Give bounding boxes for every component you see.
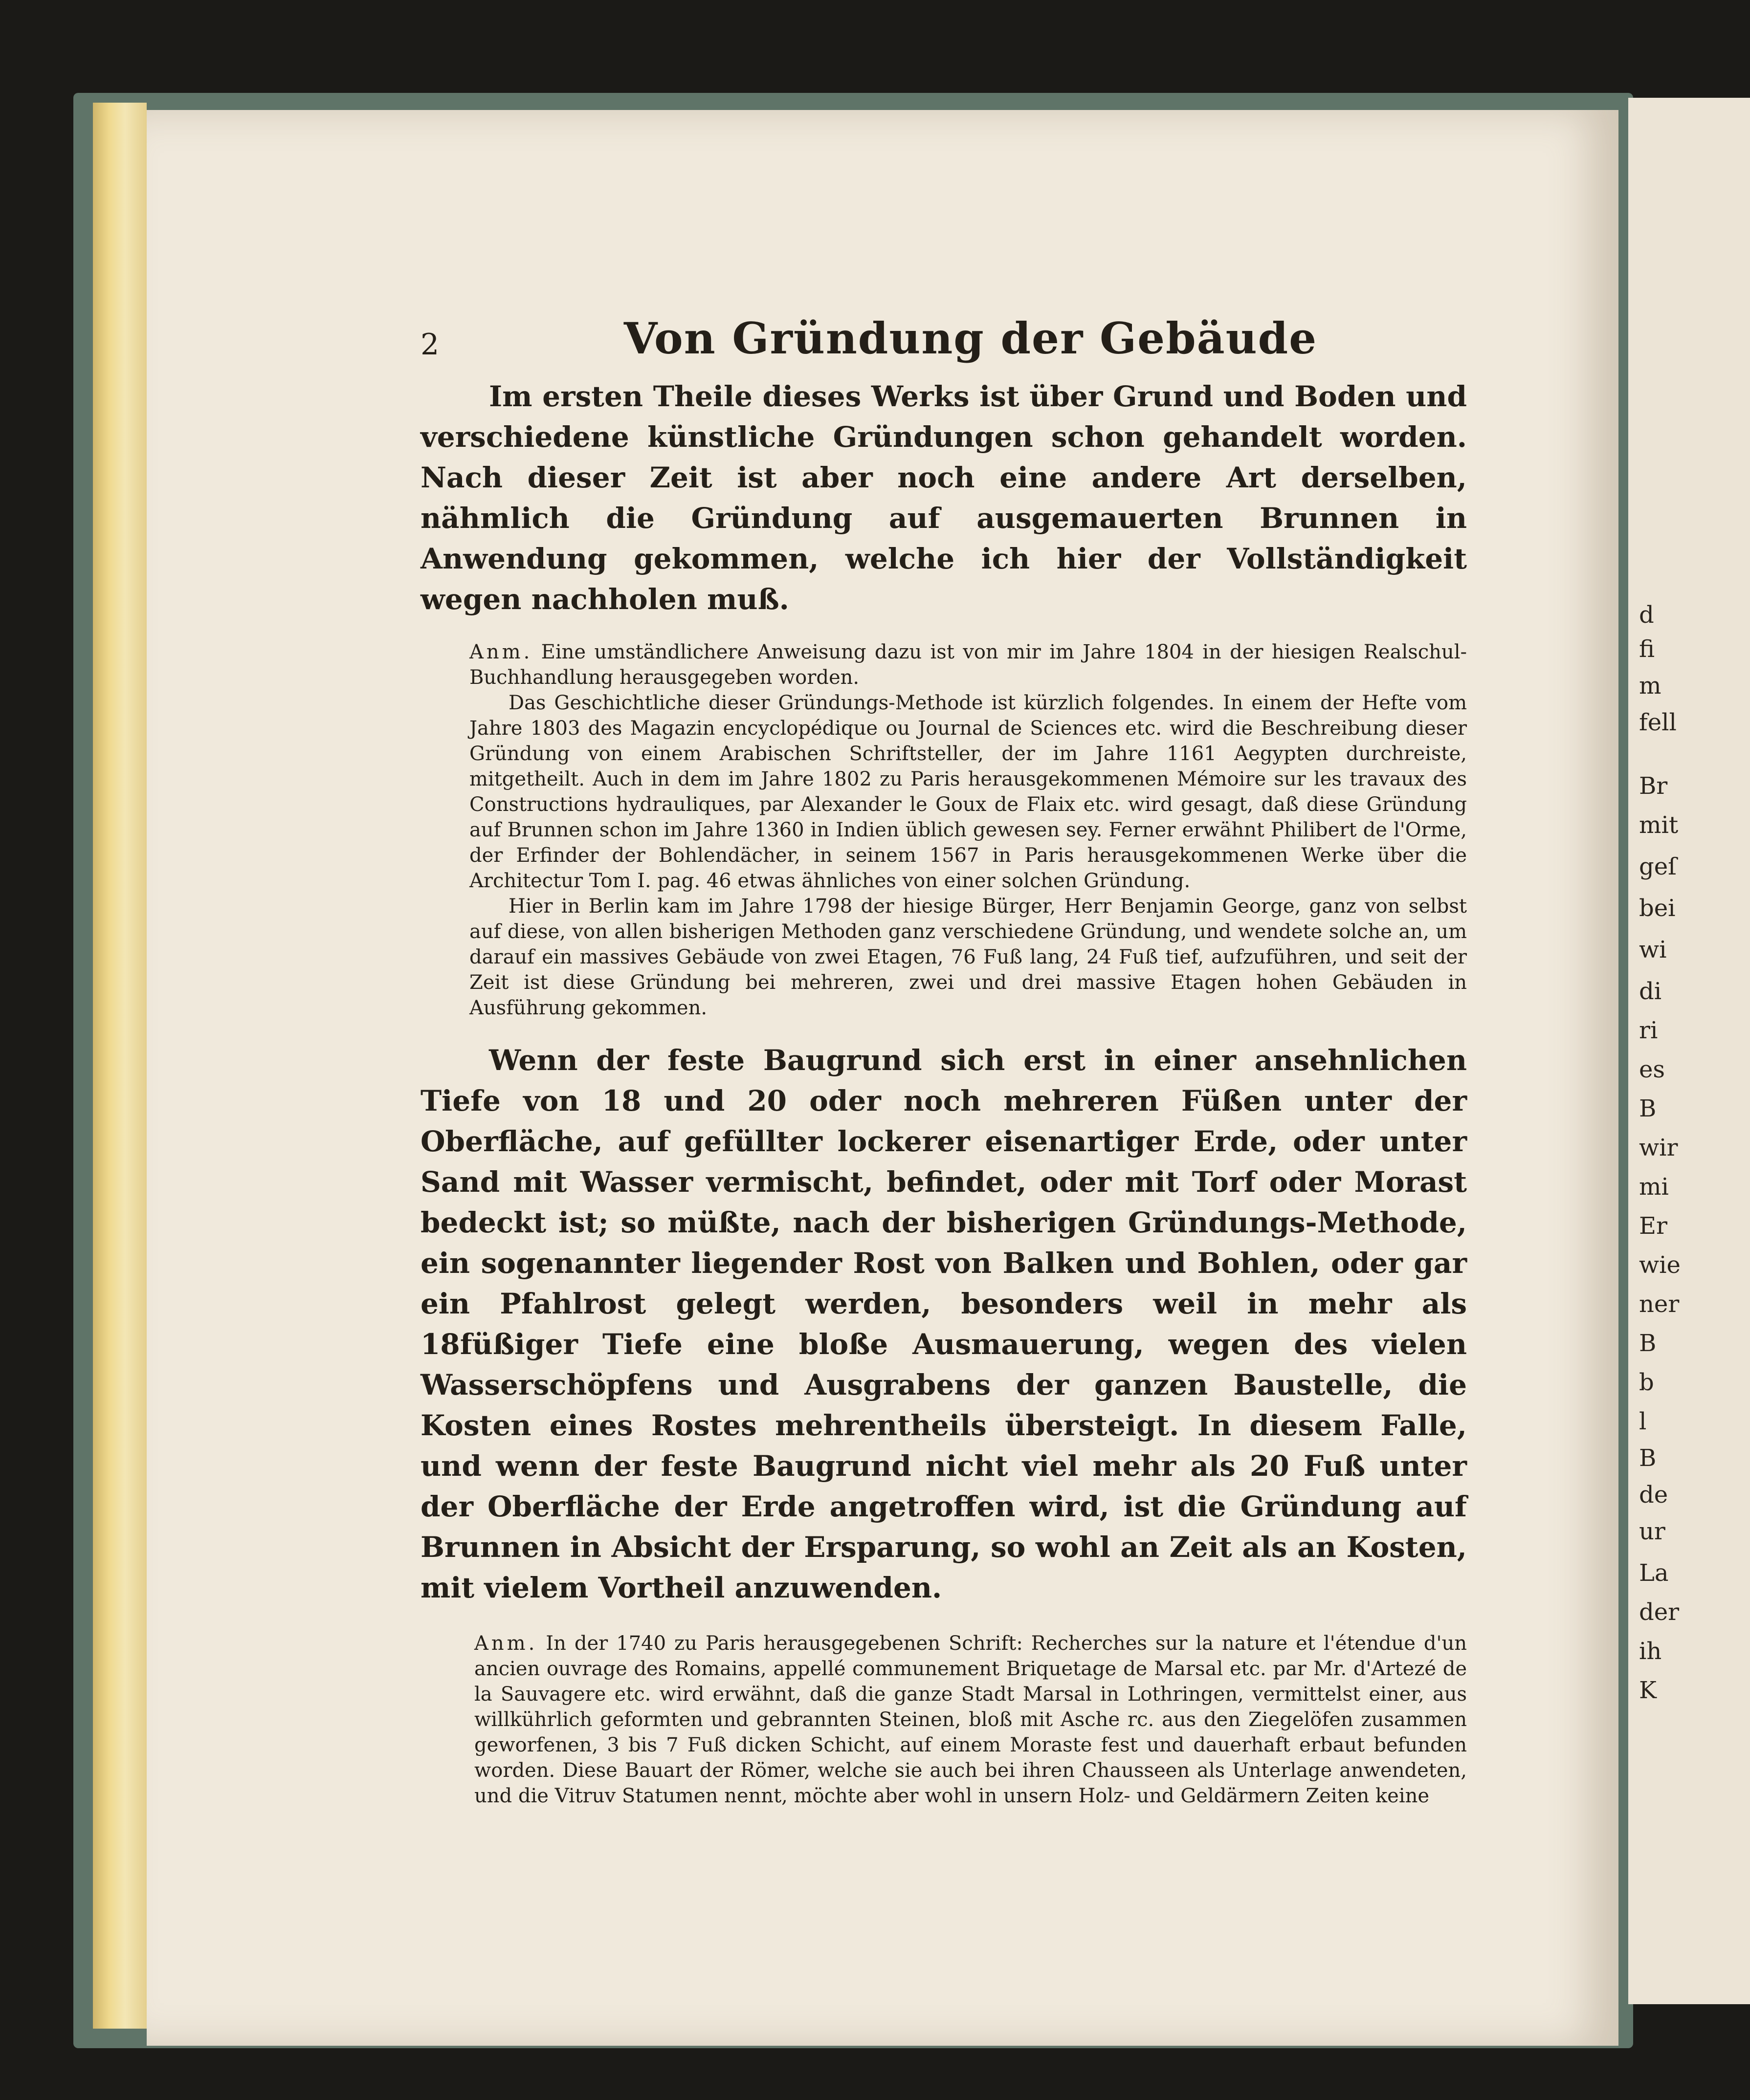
- adjacent-page-fragment: di: [1639, 978, 1662, 1005]
- body-paragraph: [421, 376, 1467, 620]
- footnote-1: [469, 639, 1467, 1021]
- footnote-2-text-1: In der 1740 zu Paris herausgegebenen Schrift: Recherches sur la nature et l'étendue d'un ancien ouvrage des Romains, appellé communement Briquetage de Marsal etc. par Mr. d'Artezé de la Sauvagere etc. wird erwähnt, daß die ganze Stadt Marsal in Lothringen, vermittelst einer, aus willkührlich geformten und gebrannten Steinen, bloß mit Asche rc. aus den Ziegelöfen zusammen geworfenen, 3 bis 7 Fuß dicken Schicht, auf einem Moraste fest und dauerhaft erbaut befunden worden. Diese Bauart der Römer, welche sie auch bei ihren Chausseen als Unterlage anwendeten, und die Vitruv Statumen nennt, möchte aber wohl in unsern Holz- und Geldärmern Zeiten keine: [474, 1632, 1467, 1807]
- footnote-1-text-1: Eine umständlichere Anweisung dazu ist von mir im Jahre 1804 in der hiesigen Realschul-Buchhandlung herausgegeben worden.: [469, 641, 1467, 689]
- body-paragraph: [421, 1040, 1467, 1608]
- adjacent-page-fragment: ur: [1639, 1518, 1665, 1545]
- adjacent-page-fragment: wir: [1639, 1134, 1678, 1161]
- adjacent-page-fragment: mit: [1639, 811, 1679, 839]
- adjacent-page-fragment: der: [1639, 1598, 1680, 1626]
- adjacent-page-fragment: B: [1639, 1095, 1657, 1122]
- adjacent-page-fragment: La: [1639, 1559, 1669, 1587]
- adjacent-page-fragment: Er: [1639, 1212, 1667, 1240]
- adjacent-page-fragment: ih: [1639, 1638, 1662, 1665]
- adjacent-page: [1628, 98, 1750, 2004]
- adjacent-page-fragment: geſ: [1639, 853, 1677, 880]
- adjacent-page-fragment: bei: [1639, 895, 1676, 922]
- adjacent-page-fragment: B: [1639, 1444, 1657, 1472]
- footnote-1-text-2: Das Geschichtliche dieser Gründungs-Methode ist kürzlich folgendes. In einem der Hefte vom Jahre 1803 des Magazin encyclopédique ou Journal de Sciences etc. wird die Beschreibung dieser Gründung von einem Arabischen Schriftsteller, der im Jahre 1161 Aegypten durchreiste, mitgetheilt. Auch in dem im Jahre 1802 zu Paris herausgekommenen Mémoire sur les travaux des Constructions hydrauliques, par Alexander le Goux de Flaix etc. wird gesagt, daß diese Gründung auf Brunnen schon im Jahre 1360 in Indien üblich gewesen sey. Ferner erwähnt Philibert de l'Orme, der Erfinder der Bohlendächer, in seinem 1567 in Paris herausgekommenen Werke über die Architectur Tom I. pag. 46 etwas ähnliches von einer solchen Gründung.: [469, 692, 1467, 892]
- footnote-2-first: [474, 1631, 1467, 1809]
- adjacent-page-fragment: m: [1639, 672, 1661, 700]
- page-edges: [93, 103, 147, 2029]
- adjacent-page-fragment: wi: [1639, 936, 1667, 963]
- adjacent-page-fragment: Br: [1639, 772, 1668, 800]
- adjacent-page-fragment: es: [1639, 1056, 1665, 1083]
- paragraph-2: Wenn der feste Baugrund sich erst in einer ansehnlichen Tiefe von 18 und 20 oder noch mehreren Füßen unter der Oberfläche, auf gefüllter lockerer eisenartiger Erde, oder unter Sand mit Wasser vermischt, befindet, oder mit Torf oder Morast bedeckt ist; so müßte, nach der bisherigen Gründungs-Methode, ein sogenannter liegender Rost von Balken und Bohlen, oder gar ein Pfahlrost gelegt werden, besonders weil in mehr als 18füßiger Tiefe eine bloße Ausmauerung, wegen des vielen Wasserschöpfens und Ausgrabens der ganzen Baustelle, die Kosten eines Rostes mehrentheils übersteigt. In diesem Falle, und wenn der feste Baugrund nicht viel mehr als 20 Fuß unter der Oberfläche der Erde angetroffen wird, ist die Gründung auf Brunnen in Absicht der Ersparung, so wohl an Zeit als an Kosten, mit vielem Vortheil anzuwenden.: [421, 1044, 1467, 1604]
- footnote-label: Anm.: [469, 641, 533, 663]
- paragraph-1: Im ersten Theile dieses Werks ist über Grund und Boden und verschiedene künstliche Gründungen schon gehandelt worden. Nach dieser Zeit ist aber noch eine andere Art derselben, nähmlich die Gründung auf ausgemauerten Brunnen in Anwendung gekommen, welche ich hier der Vollständigkeit wegen nachholen muß.: [421, 380, 1467, 616]
- page-content: [421, 313, 1467, 1809]
- adjacent-page-fragment: B: [1639, 1330, 1657, 1357]
- adjacent-page-fragment: ner: [1639, 1291, 1680, 1318]
- adjacent-page-fragment: fi: [1639, 635, 1655, 663]
- footnote-1-text-3: Hier in Berlin kam im Jahre 1798 der hiesige Bürger, Herr Benjamin George, ganz von selbst auf diese, von allen bisherigen Methoden ganz verschiedene Gründung, und wendete solche an, um darauf ein massives Gebäude von zwei Etagen, 76 Fuß lang, 24 Fuß tief, aufzuführen, und seit der Zeit ist diese Gründung bei mehreren, zwei und drei massive Etagen hohen Gebäuden in Ausführung gekommen.: [469, 895, 1467, 1019]
- adjacent-page-fragment: K: [1639, 1677, 1657, 1704]
- adjacent-page-fragment: de: [1639, 1481, 1668, 1509]
- running-head: Von Gründung der Gebäude: [623, 313, 1318, 364]
- adjacent-page-fragment: ri: [1639, 1017, 1658, 1044]
- footnote-2: [474, 1631, 1467, 1809]
- adjacent-page-fragment: l: [1639, 1408, 1647, 1435]
- adjacent-page-fragment: mi: [1639, 1173, 1669, 1201]
- adjacent-page-fragment: wie: [1639, 1251, 1681, 1279]
- adjacent-page-fragment: fell: [1639, 709, 1677, 736]
- page-number: 2: [421, 328, 440, 362]
- footnote-label: Anm.: [474, 1632, 538, 1655]
- adjacent-page-fragment: d: [1639, 601, 1654, 629]
- adjacent-page-fragment: b: [1639, 1369, 1654, 1396]
- footnote-1-first: [469, 639, 1467, 690]
